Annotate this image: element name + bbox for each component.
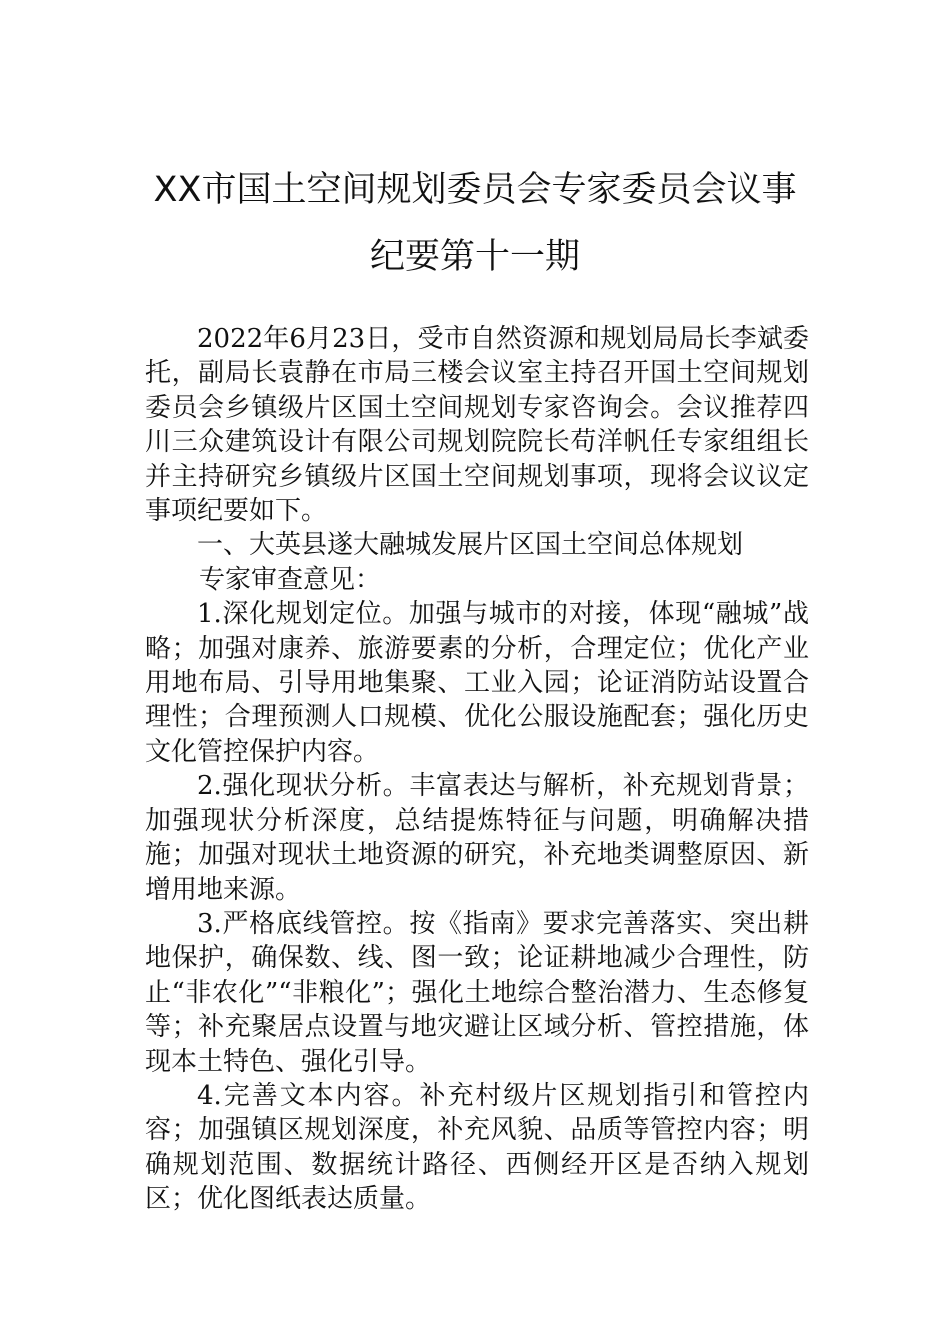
- review-opinion-label: 专家审查意见：: [199, 564, 382, 595]
- document-title-line-1: XX市国土空间规划委员会专家委员会议事: [153, 170, 797, 210]
- opinion-item-4: 4.完善文本内容。补充村级片区规划指引和管控内容；加强镇区规划深度，补充风貌、品质等管控内容；明确规划范围、数据统计路径、西侧经开区是否纳入规划区；优化图纸表达质量。: [145, 1080, 809, 1215]
- opinion-item-1: 1.深化规划定位。加强与城市的对接，体现“融城”战略；加强对康养、旅游要素的分析，合理定位；优化产业用地布局、引导用地集聚、工业入园；论证消防站设置合理性；合理预测人口规模、优化公服设施配套；强化历史文化管控保护内容。: [145, 599, 809, 767]
- document-body: [145, 322, 809, 1217]
- opinion-item-3: 3.严格底线管控。按《指南》要求完善落实、突出耕地保护，确保数、线、图一致；论证耕地减少合理性，防止“非农化”“非粮化”；强化土地综合整治潜力、生态修复等；补充聚居点设置与地灾避让区域分析、管控措施，体现本土特色、强化引导。: [145, 908, 809, 1077]
- intro-paragraph: 2022年6月23日，受市自然资源和规划局局长李斌委托，副局长袁静在市局三楼会议室主持召开国土空间规划委员会乡镇级片区国土空间规划专家咨询会。会议推荐四川三众建筑设计有限公司规划院院长苟洋帆任专家组组长并主持研究乡镇级片区国土空间规划事项，现将会议议定事项纪要如下。: [145, 324, 809, 527]
- opinion-item-2: 2.强化现状分析。丰富表达与解析，补充规划背景；加强现状分析深度，总结提炼特征与问题，明确解决措施；加强对现状土地资源的研究，补充地类调整原因、新增用地来源。: [145, 771, 809, 905]
- section-heading: 一、大英县遂大融城发展片区国土空间总体规划: [197, 530, 744, 561]
- document-title-line-2: 纪要第十一期: [369, 237, 580, 277]
